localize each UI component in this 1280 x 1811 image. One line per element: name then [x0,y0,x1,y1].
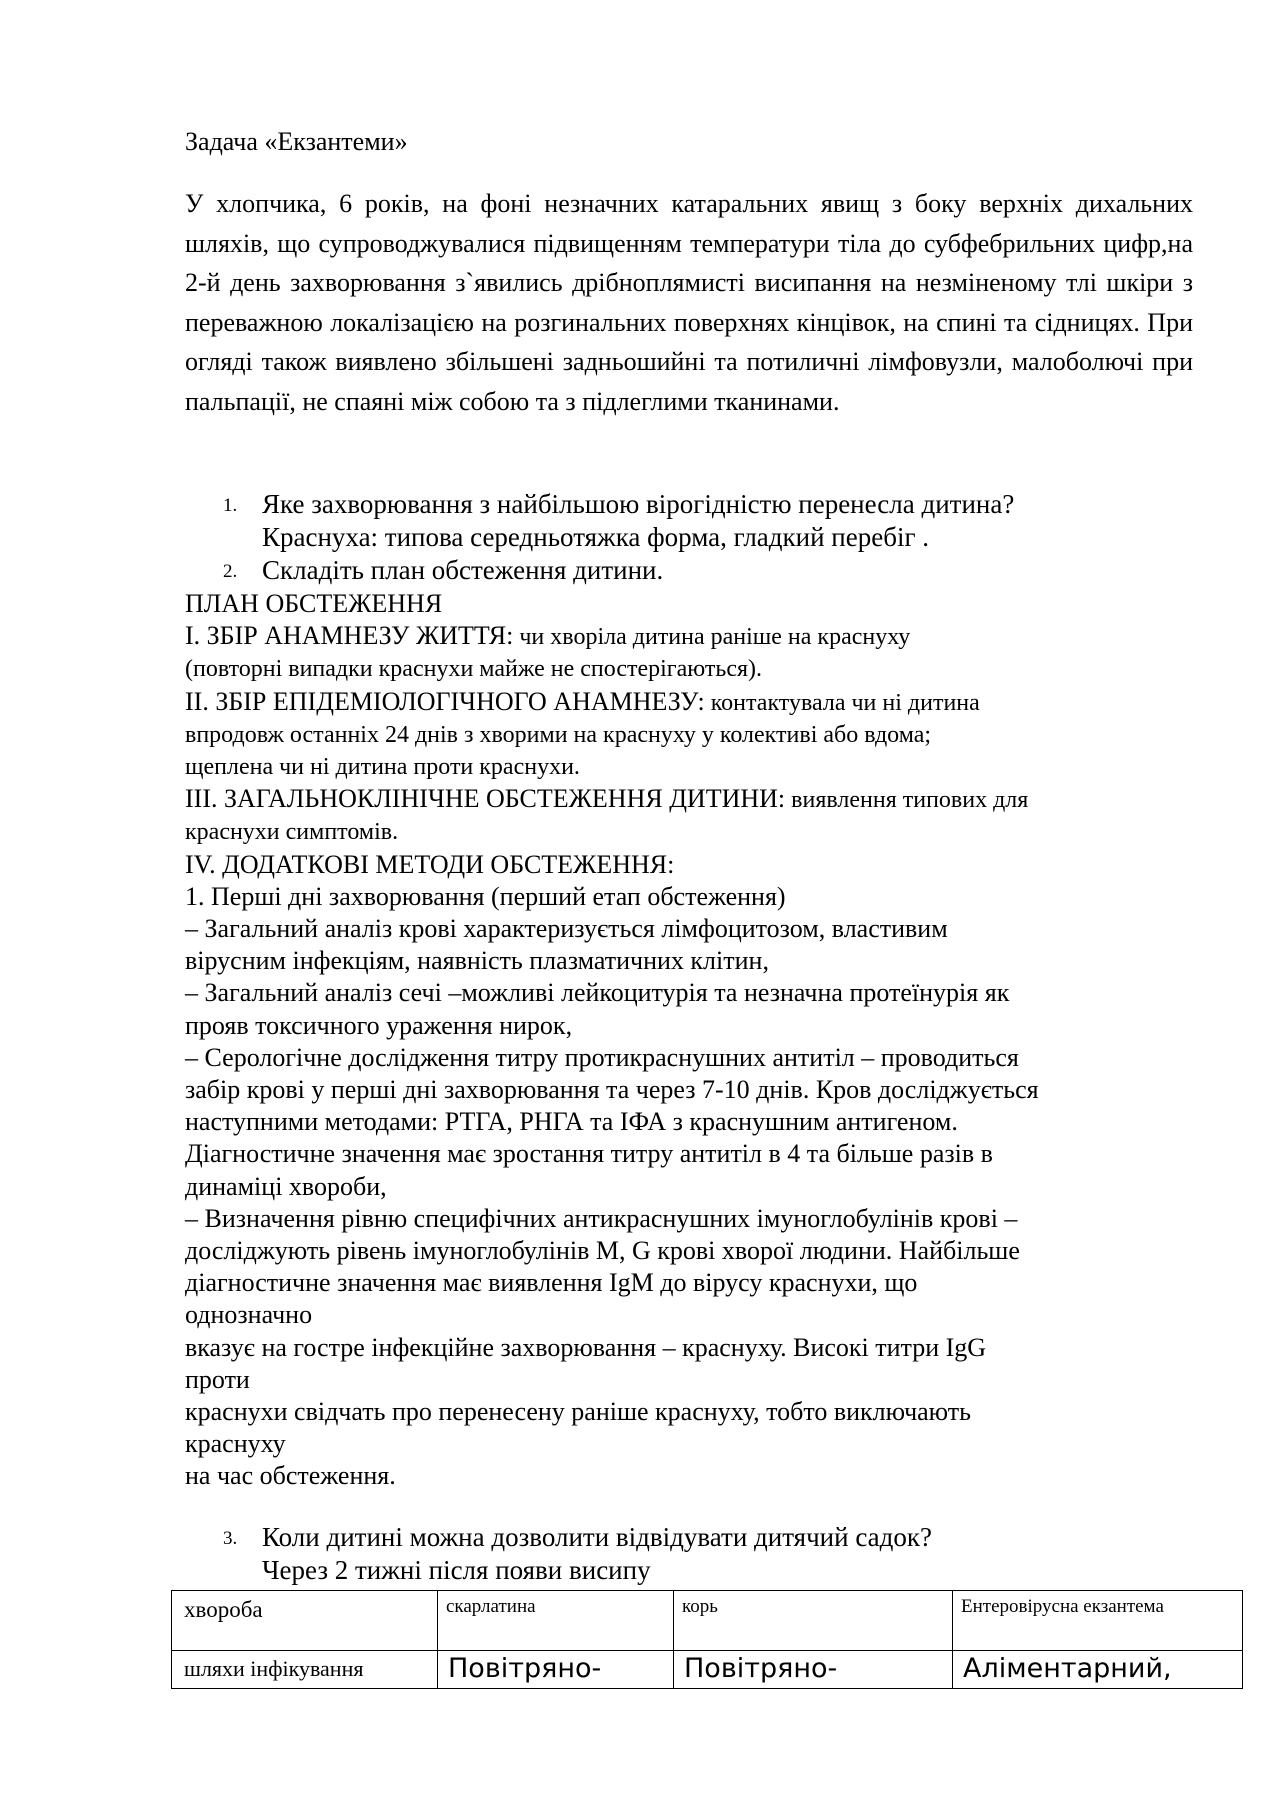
question-text: Яке захворювання з найбільшою вірогідністю перенесла дитина? [262,489,1015,519]
answer-text: Через 2 тижні після появи висипу [262,1555,651,1585]
exanthema-table [171,1590,1243,1689]
plan-line: вірусним інфекціям, наявність плазматичних клітин, [185,946,769,976]
plan-line: краснухи свідчать про перенесену раніше краснуху, тобто виключають [185,1397,971,1427]
plan-line: проти [185,1364,250,1394]
plan-line: діагностичне значення має виявлення IgM до вірусу краснухи, що [185,1268,918,1298]
table-cell: Повітряно- [674,1651,953,1689]
plan-line: на час обстеження. [185,1461,396,1491]
section-heading: III. ЗАГАЛЬНОКЛІНІЧНЕ ОБСТЕЖЕННЯ ДИТИНИ: [185,784,786,814]
section-text: контактувала чи ні дитина [704,689,980,716]
plan-section-1-line: (повторні випадки краснухи майже не спостерігаються). [185,656,763,683]
plan-line: наступними методами: РТГА, РНГА та ІФА з краснушним антигеном. [185,1107,958,1137]
plan-stage-1: 1. Перші дні захворювання (перший етап обстеження) [185,881,786,911]
plan-section-2 [185,686,1205,719]
header-disease-label: хвороба [184,1597,263,1622]
section-text: виявлення типових для [785,787,1029,814]
plan-line: забір крові у перші дні захворювання та через 7-10 днів. Кров досліджується [185,1075,1039,1105]
plan-line: досліджують рівень імуноглобулінів М, G крові хворої людини. Найбільше [185,1236,1020,1266]
plan-heading: ПЛАН ОБСТЕЖЕННЯ [185,589,443,618]
table-row [172,1651,1243,1689]
plan-line: Діагностичне значення має зростання титру антитіл в 4 та більше разів в [185,1139,993,1169]
plan-line: – Загальний аналіз сечі –можливі лейкоцитурія та незначна протеїнурія як [185,978,1010,1008]
examination-plan [185,588,1205,1493]
table-header-row [172,1591,1243,1651]
plan-section-4: IV. ДОДАТКОВІ МЕТОДИ ОБСТЕЖЕННЯ: [185,849,675,879]
question-text: Складіть план обстеження дитини. [262,555,664,585]
plan-line: вказує на гостре інфекційне захворювання – краснуху. Високі титри IgG [185,1332,987,1362]
question-number: 2. [223,561,238,582]
table-header-cell [438,1591,674,1651]
plan-line: однозначно [185,1300,313,1330]
table-cell: шляхи інфікування [172,1651,438,1689]
question-number: 3. [223,1528,238,1549]
section-heading: I. ЗБІР АНАМНЕЗУ ЖИТТЯ: [185,621,514,651]
table-header-cell [953,1591,1243,1651]
table-header-cell [674,1591,953,1651]
header-measles: корь [682,1596,718,1617]
plan-section-2-line: впродовж останніх 24 днів з хворими на краснуху у колективі або вдома; [185,721,932,748]
plan-section-3-line: краснухи симптомів. [185,819,399,846]
table-cell: Аліментарний, [953,1651,1243,1689]
section-text: чи хворіла дитина раніше на краснуху [513,624,911,651]
plan-line: – Серологічне дослідження титру протикраснушних антитіл – проводиться [185,1042,1019,1072]
plan-line: прояв токсичного ураження нирок, [185,1010,573,1040]
header-scarlet-fever: скарлатина [446,1596,536,1617]
table-cell: Повітряно- [438,1651,674,1689]
task-title: Задача «Екзантеми» [185,127,408,156]
question-number: 1. [223,495,238,516]
answer-text: Краснуха: типова середньотяжка форма, гладкий перебіг . [262,522,930,552]
plan-line: краснуху [185,1429,286,1459]
plan-line: – Визначення рівню специфічних антикраснушних імуноглобулінів крові – [185,1203,1018,1233]
section-heading: II. ЗБІР ЕПІДЕМІОЛОГІЧНОГО АНАМНЕЗУ: [185,686,705,716]
header-enteroviral-exanthema: Ентеровірусна екзантема [961,1596,1164,1617]
plan-section-3 [185,783,1205,816]
plan-line: динаміці хвороби, [185,1171,387,1201]
plan-section-2-line: щеплена чи ні дитина проти краснухи. [185,754,580,781]
case-description: У хлопчика, 6 років, на фоні незначних катаральних явищ з боку верхніх дихальних шляхів, що супроводжувалися підвищенням температури тіла до субфебрильних цифр,на 2-й день захворювання з`явились дрібноплямисті висипання на незміненому тлі шкіри з переважною локалізацією на розгинальних поверхнях кінцівок, на спині та сідницях. При огляді також виявлено збільшені задньошийні та потиличні лімфовузли, малоболючі при пальпації, не спаяні між собою та з підлеглими тканинами. [185,189,1193,416]
plan-line: – Загальний аналіз крові характеризується лімфоцитозом, властивим [185,914,948,944]
question-text: Коли дитині можна дозволити відвідувати дитячий садок? [262,1522,932,1552]
table-header-cell [172,1591,438,1651]
plan-section-1 [185,620,1205,653]
